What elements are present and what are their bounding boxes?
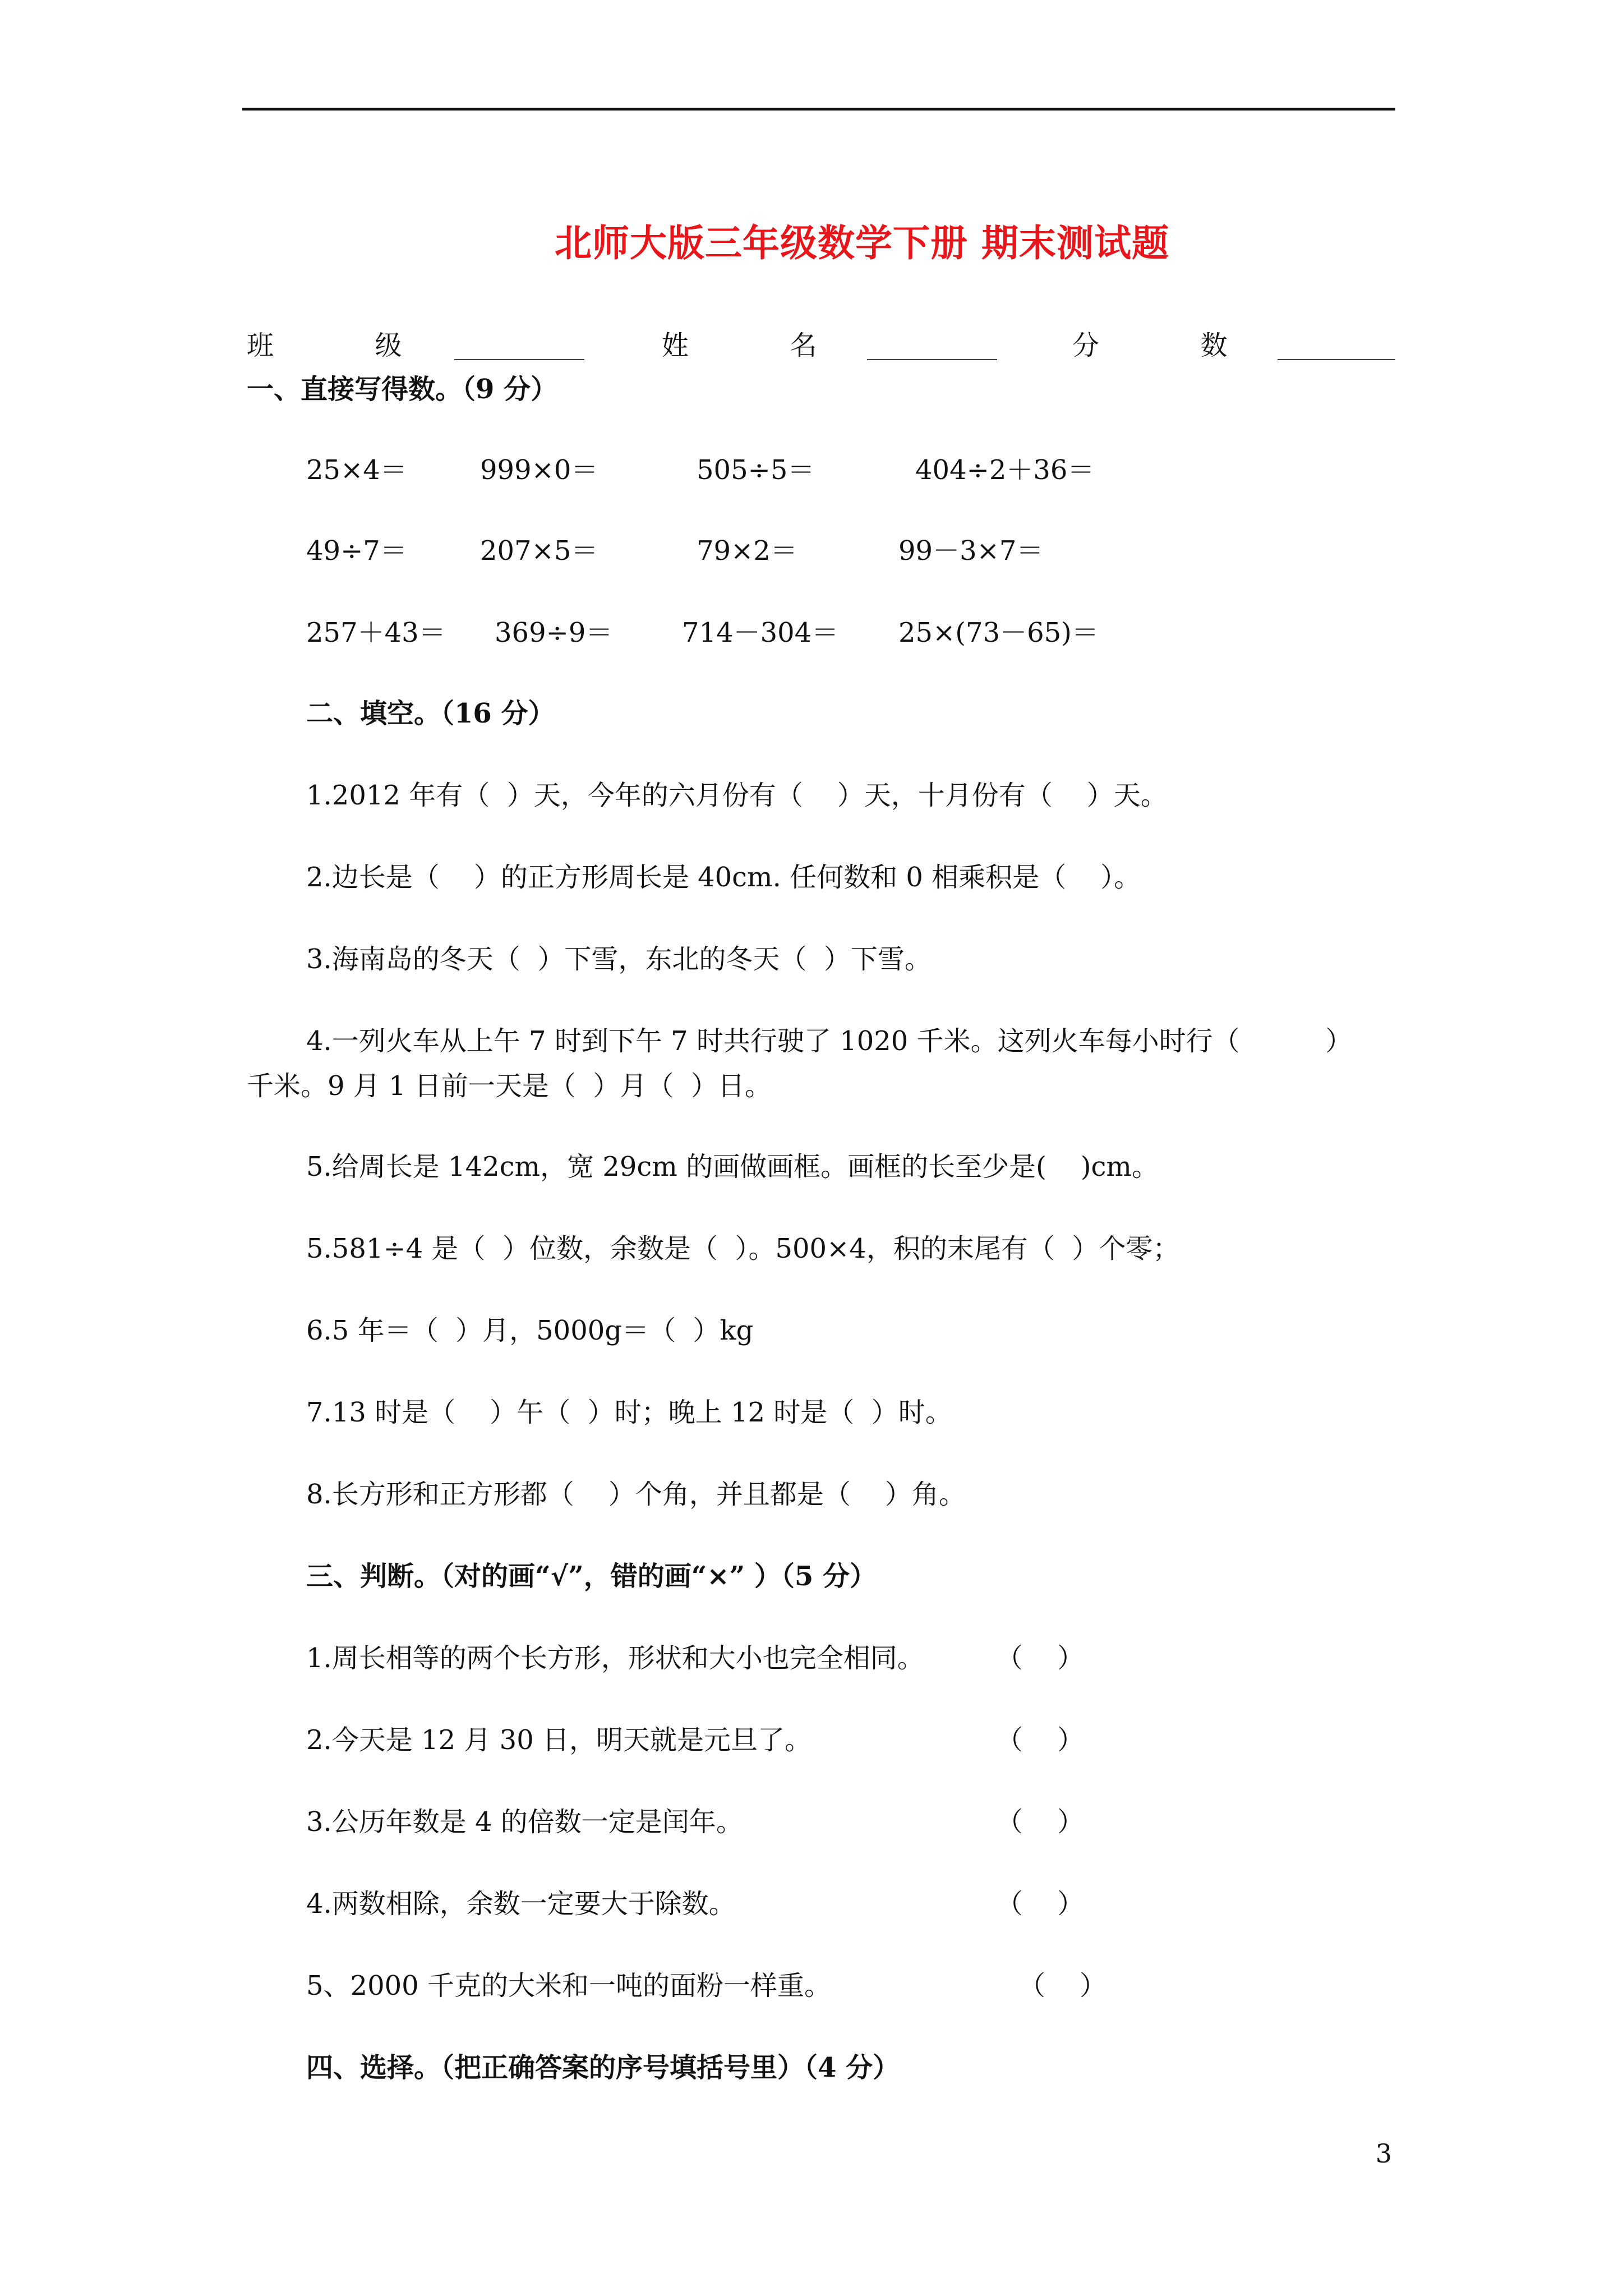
judge-item-1: 1.周长相等的两个长方形，形状和大小也完全相同。 <box>306 1642 924 1674</box>
problem: 207×5＝ <box>480 535 598 567</box>
problem: 257＋43＝ <box>306 617 446 648</box>
section4-heading: 四、选择。（把正确答案的序号填括号里）（4 分） <box>306 2052 900 2083</box>
judge-item-3: 3.公历年数是 4 的倍数一定是闰年。 <box>306 1806 743 1838</box>
problem: 714－304＝ <box>682 617 839 648</box>
exam-title <box>0 213 1623 266</box>
judge-item-5: 5、2000 千克的大米和一吨的面粉一样重。 <box>306 1970 831 2001</box>
problem: 404÷2＋36＝ <box>915 454 1095 486</box>
problem: 369÷9＝ <box>495 617 613 648</box>
problem: 25×(73－65)＝ <box>898 617 1099 648</box>
score-label: 分 数 <box>1072 330 1256 361</box>
fill-item-5: 5.给周长是 142cm，宽 29cm 的画做画框。画框的长至少是( )cm。 <box>306 1151 1159 1182</box>
fill-item-3: 3.海南岛的冬天（ ）下雪，东北的冬天（ ）下雪。 <box>306 944 932 975</box>
name-label: 姓 名 <box>662 330 845 361</box>
top-rule <box>242 108 1395 111</box>
page-number: 3 <box>1375 2138 1392 2169</box>
problem: 505÷5＝ <box>697 454 815 486</box>
section2-heading: 二、填空。（16 分） <box>306 698 555 729</box>
class-blank[interactable] <box>454 359 584 360</box>
judge-paren-5[interactable]: （ ） <box>1018 1970 1107 2001</box>
class-label: 班 级 <box>247 330 430 361</box>
fill-item-1: 1.2012 年有（ ）天，今年的六月份有（ ）天，十月份有（ ）天。 <box>306 780 1168 811</box>
name-blank[interactable] <box>867 359 997 360</box>
judge-item-4: 4.两数相除，余数一定要大于除数。 <box>306 1888 736 1920</box>
exam-title-text: 北师大版三年级数学下册 期末测试题 <box>555 221 1169 265</box>
fill-item-2: 2.边长是（ ）的正方形周长是 40cm. 任何数和 0 相乘积是（ ）。 <box>306 862 1141 893</box>
fill-item-4-continued: 千米。9 月 1 日前一天是（ ）月（ ）日。 <box>247 1070 772 1102</box>
section3-heading: 三、判断。（对的画“√”，错的画“×” ）（5 分） <box>306 1561 877 1592</box>
judge-paren-1[interactable]: （ ） <box>996 1642 1085 1674</box>
fill-item-7: 7.13 时是（ ）午（ ）时；晚上 12 时是（ ）时。 <box>306 1397 952 1428</box>
fill-item-8: 8.长方形和正方形都（ ）个角，并且都是（ ）角。 <box>306 1479 966 1510</box>
judge-paren-3[interactable]: （ ） <box>996 1806 1085 1838</box>
problem: 99－3×7＝ <box>898 535 1044 567</box>
fill-item-6: 6.5 年＝（ ）月，5000g＝（ ）kg <box>306 1315 754 1346</box>
problem: 79×2＝ <box>697 535 797 567</box>
problem: 25×4＝ <box>306 454 407 486</box>
problem: 49÷7＝ <box>306 535 407 567</box>
fill-item-5b: 5.581÷4 是（ ）位数，余数是（ ）。500×4，积的末尾有（ ）个零； <box>306 1233 1180 1264</box>
judge-paren-4[interactable]: （ ） <box>996 1888 1085 1920</box>
judge-paren-2[interactable]: （ ） <box>996 1724 1085 1756</box>
section1-heading: 一、直接写得数。（9 分） <box>247 374 558 405</box>
score-blank[interactable] <box>1278 359 1395 360</box>
problem: 999×0＝ <box>480 454 598 486</box>
fill-item-4: 4.一列火车从上午 7 时到下午 7 时共行驶了 1020 千米。这列火车每小时行（ ） <box>306 1025 1353 1057</box>
judge-item-2: 2.今天是 12 月 30 日，明天就是元旦了。 <box>306 1724 811 1756</box>
